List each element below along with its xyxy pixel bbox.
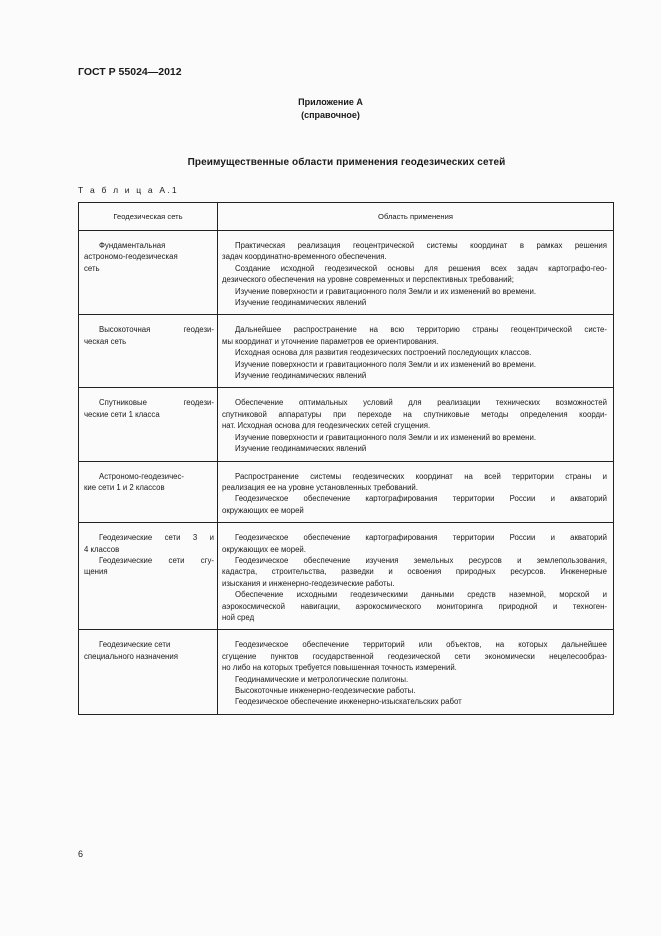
application-cell [218,630,614,714]
header-network: Геодезическая сеть [79,203,218,231]
application-line: Обеспечение исходными геодезическими данными средств наземной, морской и [235,590,607,600]
application-line: Изучение поверхности и гравитационного поля Земли и их изменений во времени. [235,286,537,296]
document-code: ГОСТ Р 55024—2012 [78,66,182,78]
annex-title: Приложение А [298,97,363,107]
application-cell [218,523,614,630]
section-title: Преимущественные области применения геодезических сетей [187,157,506,168]
table-row [79,231,614,315]
network-line: Астрономо-геодезичес- [99,471,184,481]
application-line: аэрокосмической навигации, аэрокосмического мониторинга природной и техноген- [222,601,607,611]
application-line: изыскания и инженерно-геодезические работы. [222,578,395,588]
network-cell [79,231,218,315]
application-cell [218,315,614,388]
application-line: кадастра, строительства, разведки и освоения природных ресурсов. Инженерные [222,567,607,577]
application-line: Геодезическое обеспечение инженерно-изыскательских работ [235,697,462,707]
table-row [79,461,614,523]
application-line: Изучение поверхности и гравитационного поля Земли и их изменений во времени. [235,432,537,442]
application-line: Изучение поверхности и гравитационного поля Земли и их изменений во времени. [235,359,537,369]
application-line: Геодезическое обеспечение картографирования территории России и акваторий [235,494,607,504]
table-label: Т а б л и ц а А.1 [78,185,179,195]
network-line: специального назначения [84,651,178,661]
page-number: 6 [78,849,84,859]
application-line: мы координат и уточнение параметров ее ориентирования. [222,336,439,346]
application-line: дезического обеспечения на уровне современных и перспективных требований; [222,275,514,285]
application-line: Изучение геодинамических явлений [235,298,367,308]
application-line: Дальнейшее распространение на всю территорию страны геоцентрической систе- [235,325,607,335]
network-line: Геодезические сети сгу- [99,555,214,565]
network-line: Геодезические сети 3 и [99,533,214,543]
application-line: Исходная основа для развития геодезических построений последующих классов. [235,348,532,358]
application-line: Изучение геодинамических явлений [235,371,367,381]
application-cell [218,231,614,315]
annex-heading [0,96,661,122]
application-line: сгущение пунктов государственной геодезической сети экономически нецелесообраз- [222,651,607,661]
network-line: 4 классов [84,544,120,554]
application-line: Геодезическое обеспечение изучения земельных ресурсов и землепользования, [235,555,607,565]
annex-subtitle: (справочное) [301,110,360,120]
table-row [79,315,614,388]
application-cell [218,461,614,523]
header-application: Область применения [218,203,614,231]
table-header-row [79,203,614,231]
application-line: реализация ее на уровне установленных требований. [222,482,418,492]
network-line: Геодезические сети [99,640,171,650]
network-line: Спутниковые геодези- [99,398,214,408]
table-row [79,523,614,630]
network-line: сеть [84,263,100,273]
network-cell [79,388,218,461]
network-line: щения [84,567,108,577]
application-line: Геодезическое обеспечение картографирования территории России и акваторий [235,533,607,543]
application-line: Распространение системы геодезических координат на всей территории страны и [235,471,607,481]
application-line: Геодинамические и метрологические полигоны. [235,674,409,684]
application-line: нат. Исходная основа для геодезических сетей сгущения. [222,421,431,431]
network-line: Фундаментальная [99,241,166,250]
network-line: кие сети 1 и 2 классов [84,482,165,492]
application-line: Высокоточные инженерно-геодезические работы. [235,686,416,695]
application-line: окружающих ее морей. [222,544,306,554]
network-line: ческая сеть [84,336,127,346]
application-line: Создание исходной геодезической основы для решения всех задач картографо-гео- [235,263,607,273]
application-line: но либо на которых требуется повышенная точность измерений. [222,663,457,673]
application-line: Обеспечение оптимальных условий для реализации технических возможностей [235,398,607,408]
applications-table [78,202,614,715]
application-line: спутниковой аппаратуры при переходе на спутниковые методы определения коорди- [222,409,607,419]
table-row [79,388,614,461]
application-line: окружающих ее морей [222,505,304,515]
application-line: задач координатно-временного обеспечения. [222,252,387,262]
table-row [79,630,614,714]
application-line: Изучение геодинамических явлений [235,444,367,454]
network-line: Высокоточная геодези- [99,325,214,335]
network-cell [79,315,218,388]
network-cell [79,523,218,630]
application-line: Практическая реализация геоцентрической системы координат в рамках решения [235,241,607,250]
application-line: ной сред [222,612,255,622]
network-line: астрономо-геодезическая [84,252,178,262]
network-line: ческие сети 1 класса [84,409,160,419]
network-cell [79,461,218,523]
network-cell [79,630,218,714]
application-line: Геодезическое обеспечение территорий или объектов, на которых дальнейшее [235,640,607,650]
application-cell [218,388,614,461]
